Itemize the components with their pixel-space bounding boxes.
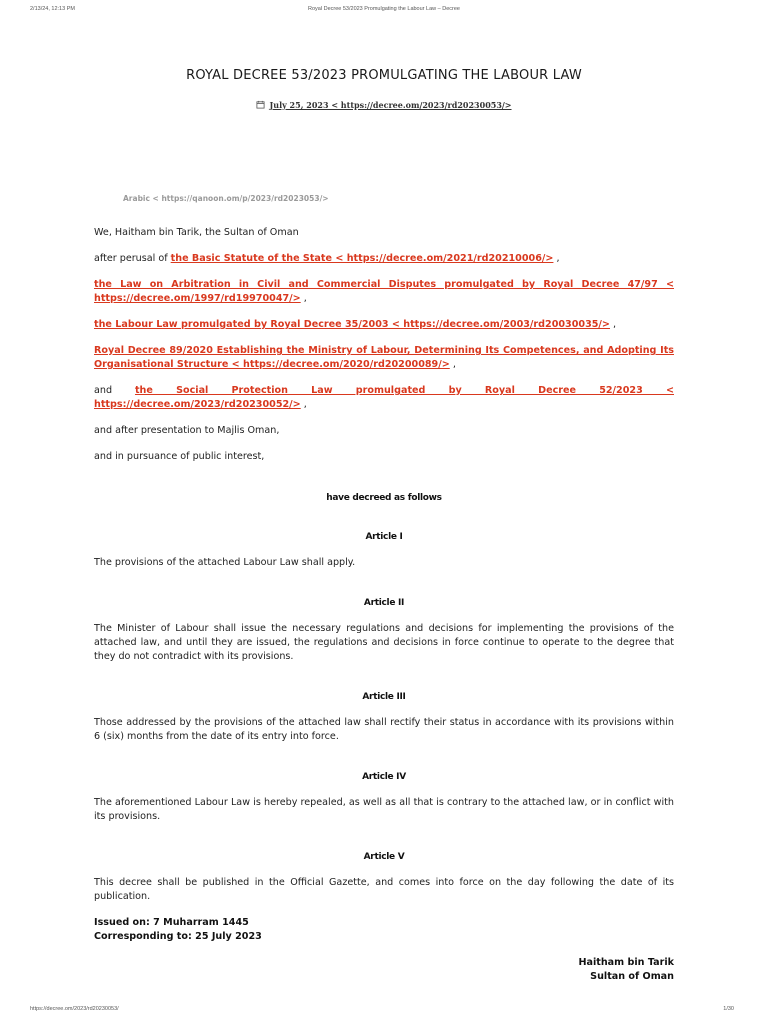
print-page-title: Royal Decree 53/2023 Promulgating the Labour Law – Decree	[308, 6, 460, 12]
public-interest-text: and in pursuance of public interest,	[94, 451, 265, 462]
arabic-version-link[interactable]: Arabic < https://qanoon.om/p/2023/rd2023053/>	[123, 194, 329, 203]
majlis-text: and after presentation to Majlis Oman,	[94, 425, 280, 436]
article-text: The provisions of the attached Labour Law shall apply.	[94, 557, 356, 568]
print-footer	[0, 1006, 768, 1018]
issued-on-date: Issued on: 7 Muharram 1445	[94, 917, 249, 928]
perusal-line-1	[94, 252, 674, 266]
article-text: This decree shall be published in the Official Gazette, and comes into force on the day following the date of its publication.	[94, 877, 674, 902]
article-heading: Article II	[363, 598, 405, 608]
intro-text: We, Haitham bin Tarik, the Sultan of Oman	[94, 227, 299, 238]
labour-law-2003-link[interactable]: the Labour Law promulgated by Royal Decree 35/2003 < https://decree.om/2003/rd20030035/>	[94, 319, 610, 330]
article-text: Those addressed by the provisions of the attached law shall rectify their status in accordance with its provisions within 6 (six) months from the date of its entry into force.	[94, 717, 674, 742]
signatory-title: Sultan of Oman	[590, 971, 674, 982]
separator: ,	[449, 359, 456, 370]
publication-date-link[interactable]: July 25, 2023 < https://decree.om/2023/rd20230053/>	[269, 100, 512, 110]
article-heading: Article I	[365, 532, 403, 542]
article-text: The aforementioned Labour Law is hereby repealed, as well as all that is contrary to the attached law, or in conflict with its provisions.	[94, 797, 674, 822]
ministry-of-labour-decree-link[interactable]: Royal Decree 89/2020 Establishing the Ministry of Labour, Determining Its Competences, and Adopting Its Organisational Structure < https://decree.om/2020/rd20200089/>	[94, 345, 674, 370]
corresponding-date: Corresponding to: 25 July 2023	[94, 931, 262, 942]
perusal-line-5	[94, 384, 674, 412]
signatory-name: Haitham bin Tarik	[578, 957, 674, 968]
page-number: 1/30	[723, 1006, 734, 1012]
article-heading: Article IV	[362, 772, 406, 782]
print-header	[0, 6, 768, 18]
publication-date-line	[0, 100, 768, 111]
arbitration-law-link[interactable]: the Law on Arbitration in Civil and Commercial Disputes promulgated by Royal Decree 47/97 < https://decree.om/1997/rd19970047/>	[94, 279, 674, 304]
decreed-heading: have decreed as follows	[326, 493, 442, 503]
perusal-line-4	[94, 344, 674, 372]
separator: ,	[609, 319, 617, 330]
separator: ,	[300, 399, 307, 410]
perusal-prefix: after perusal of	[94, 253, 171, 264]
article-text: The Minister of Labour shall issue the necessary regulations and decisions for implementing the provisions of the attached law, and until they are issued, the regulations and decisions in force continue to operate to the degree that they do not contradict with its provisions.	[94, 623, 674, 662]
decree-body	[94, 226, 674, 984]
document-title: ROYAL DECREE 53/2023 PROMULGATING THE LABOUR LAW	[186, 68, 582, 83]
calendar-icon	[256, 100, 265, 111]
article-heading: Article III	[362, 692, 406, 702]
print-url: https://decree.om/2023/rd20230053/	[30, 1006, 119, 1012]
and-prefix: and	[94, 385, 135, 396]
separator: ,	[300, 293, 307, 304]
print-datetime: 2/13/24, 12:13 PM	[30, 6, 75, 12]
article-heading: Article V	[363, 852, 405, 862]
separator: ,	[553, 253, 560, 264]
social-protection-law-link[interactable]: the Social Protection Law promulgated by Royal Decree 52/2023 < https://decree.om/2023/rd20230052/>	[94, 385, 674, 410]
basic-statute-link[interactable]: the Basic Statute of the State < https://decree.om/2021/rd20210006/>	[170, 253, 554, 264]
perusal-line-2	[94, 278, 674, 306]
perusal-line-3	[94, 318, 674, 332]
